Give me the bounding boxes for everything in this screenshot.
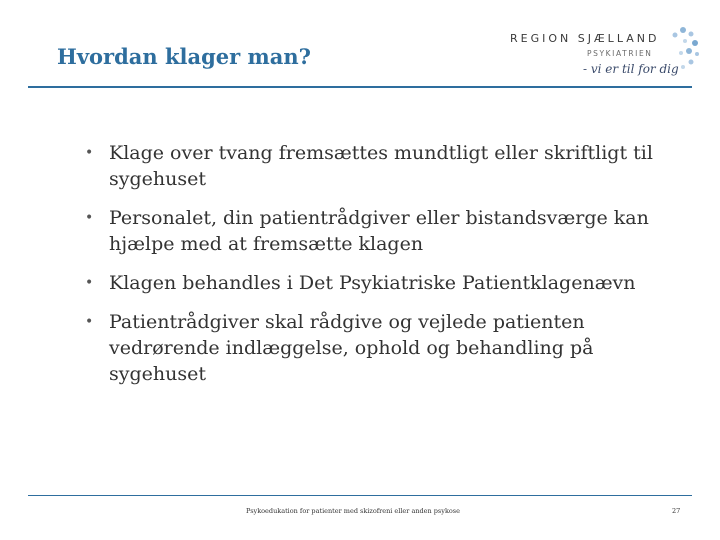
logo-region-text: REGION SJÆLLAND <box>510 32 660 45</box>
page-number: 27 <box>672 507 681 515</box>
bullet-item <box>82 140 682 192</box>
bullet-dot-icon: • <box>85 210 94 226</box>
bullet-item <box>82 205 682 257</box>
footer-text: Psykoedukation for patienter med skizofreni eller anden psykose <box>246 507 460 515</box>
bullet-list <box>82 140 682 400</box>
region-sjaelland-logo <box>505 22 705 88</box>
bullet-dot-icon: • <box>85 145 94 161</box>
title-divider <box>28 86 692 88</box>
bullet-dot-icon: • <box>85 275 94 291</box>
footer-divider <box>28 495 692 496</box>
logo-dots-icon <box>665 26 701 72</box>
bullet-text: Klage over tvang fremsættes mundtligt eller skriftligt til sygehuset <box>109 142 653 190</box>
logo-tagline: - vi er til for dig <box>583 62 679 76</box>
slide-title: Hvordan klager man? <box>57 44 311 69</box>
logo-psykiatrien-text: PSYKIATRIEN <box>587 49 653 58</box>
bullet-dot-icon: • <box>85 314 94 330</box>
bullet-text: Patientrådgiver skal rådgive og vejlede patienten vedrørende indlæggelse, ophold og behandling på sygehuset <box>109 311 594 385</box>
bullet-item <box>82 309 682 387</box>
bullet-text: Klagen behandles i Det Psykiatriske Patientklagenævn <box>109 272 636 294</box>
bullet-text: Personalet, din patientrådgiver eller bistandsværge kan hjælpe med at fremsætte klagen <box>109 207 649 255</box>
bullet-item <box>82 270 682 296</box>
